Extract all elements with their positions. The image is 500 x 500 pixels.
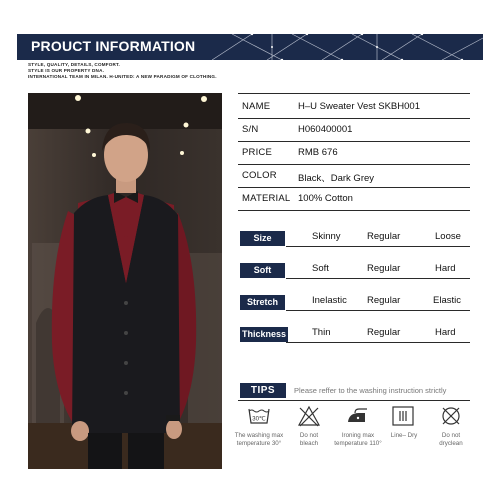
spec-label-sn: S/N <box>242 124 259 135</box>
tips-tag: TIPS <box>240 383 286 398</box>
scale-row-thickness <box>240 323 470 347</box>
tips-text: Please reffer to the washing instruction strictly <box>294 386 447 395</box>
spec-divider <box>238 93 470 94</box>
scale-line <box>286 310 470 311</box>
line-dry-icon <box>391 405 415 427</box>
wash-caption: Ironing max temperature 110° <box>334 432 382 447</box>
brand-taglines <box>28 62 217 81</box>
spec-value-material: 100% Cotton <box>298 193 353 204</box>
spec-divider <box>238 118 470 119</box>
wash-caption: The washing max temperature 30° <box>234 432 284 447</box>
spec-label-name: NAME <box>242 101 271 112</box>
tagline: INTERNATIONAL TEAM IN MILAN. H-UNITED: A NEW PARADIGM OF CLOTHING. <box>28 74 217 80</box>
spec-label-color: COLOR <box>242 170 277 181</box>
no-bleach-icon <box>297 405 321 427</box>
spec-divider <box>238 210 470 211</box>
tagline: STYLE IS OUR PROPERTY DNA. <box>28 68 105 74</box>
scale-option: Hard <box>435 327 456 338</box>
scale-option: Inelastic <box>312 295 347 306</box>
no-dryclean-icon <box>439 405 463 427</box>
scale-tag-thickness: Thickness <box>240 327 288 342</box>
spec-label-price: PRICE <box>242 147 273 158</box>
wash-caption: Line– Dry <box>390 432 418 439</box>
wash-caption: Do not dryclean <box>439 432 463 447</box>
banner-title: PROUCT INFORMATION <box>31 38 196 54</box>
scale-row-size <box>240 227 470 251</box>
spec-divider <box>238 164 470 165</box>
scale-tag-soft: Soft <box>240 263 285 278</box>
scale-row-soft <box>240 259 470 283</box>
scale-option: Soft <box>312 263 329 274</box>
scale-option: Thin <box>312 327 331 338</box>
spec-value-color: Black、Dark Grey <box>298 173 375 184</box>
scale-option: Regular <box>367 231 401 242</box>
scale-option: Loose <box>435 231 461 242</box>
scale-tag-stretch: Stretch <box>240 295 285 310</box>
spec-value-price: RMB 676 <box>298 147 338 158</box>
wash-caption: Do not bleach <box>299 432 319 447</box>
wash-30-icon <box>247 405 271 427</box>
scale-option: Skinny <box>312 231 341 242</box>
scale-line <box>286 342 470 343</box>
spec-value-name: H–U Sweater Vest SKBH001 <box>298 101 420 112</box>
scale-option: Hard <box>435 263 456 274</box>
scale-tag-size: Size <box>240 231 285 246</box>
spec-divider <box>238 141 470 142</box>
scale-option: Regular <box>367 295 401 306</box>
banner-decoration <box>212 34 483 60</box>
spec-label-material: MATERIAL <box>242 193 291 204</box>
tips-divider <box>238 400 470 401</box>
svg-text:30℃: 30℃ <box>252 416 266 423</box>
scale-line <box>286 246 470 247</box>
scale-option: Elastic <box>433 295 461 306</box>
iron-110-icon <box>345 405 369 427</box>
scale-option: Regular <box>367 263 401 274</box>
scale-option: Regular <box>367 327 401 338</box>
spec-divider <box>238 187 470 188</box>
header-banner <box>17 34 483 60</box>
product-photo <box>28 93 222 469</box>
spec-value-sn: H060400001 <box>298 124 353 135</box>
scale-row-stretch <box>240 291 470 315</box>
scale-line <box>286 278 470 279</box>
tagline: STYLE, QUALITY, DETAILS, COMFORT. <box>28 62 121 67</box>
